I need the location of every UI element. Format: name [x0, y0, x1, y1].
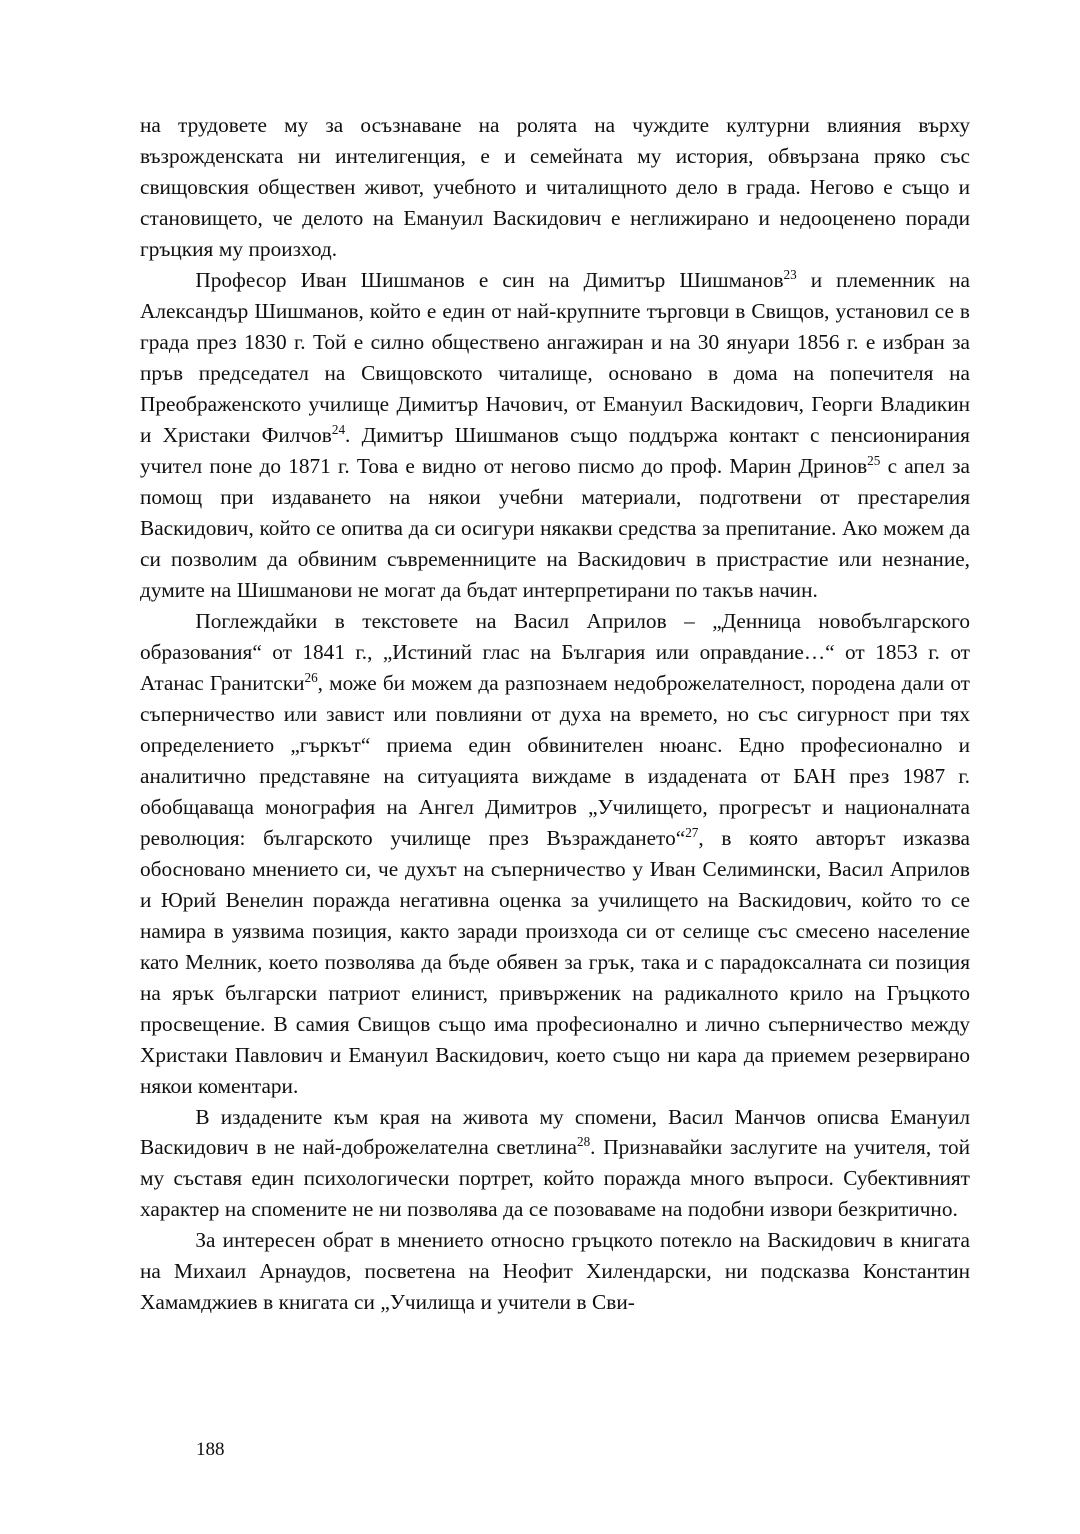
page-number: 188 [196, 1439, 225, 1460]
footnote-marker: 24 [331, 421, 346, 437]
paragraph: Поглеждайки в текстовете на Васил Априлов – „Денница новобългарского образования“ от 1841 г., „Истиний глас на България или оправдание…“ от 1853 г. от Атанас Гранитски$^{26}$, може би можем да разпознаем недоброжелателност, породена дали от съперничество или завист или повлияни от духа на времето, но със сигурност при тях определението „гъркът“ приема един обвинителен нюанс. Едно професионално и аналитично представяне на ситуацията виждаме в издадената от БАН през 1987 г. обобщаваща монография на Ангел Димитров „Училището, прогресът и националната революция: българското училище през Възраждането“$^{27}$, в която авторът изказва обосновано мнението си, че духът на съперничество у Иван Селимински, Васил Априлов и Юрий Венелин поражда негативна оценка за училището на Васкидович, който то се намира в уязвима позиция, както заради произхода си от селище със смесено население като Мелник, което позволява да бъде обявен за грък, така и с парадоксалната си позиция на ярък български патриот елинист, привърженик на радикалното крило на Гръцкото просвещение. В самия Свищов също има професионално и лично съперничество между Христаки Павлович и Емануил Васкидович, което също ни кара да приемем резервирано някои коментари. [140, 608, 970, 1098]
footnote-marker: 23 [783, 266, 797, 282]
footnote-marker: 26 [304, 669, 318, 685]
paragraph: В издадените към края на живота му спомени, Васил Манчов описва Емануил Васкидович в не най-доброжелателна светлина$^{28}$. Признавайки заслугите на учителя, той му съставя един психологически портрет, който поражда много въпроси. Субективният характер на спомените не ни позволява да се позоваваме на подобни извори безкритично. [140, 1104, 970, 1222]
footnote-marker: 28 [576, 1134, 591, 1150]
paragraph: на трудовете му за осъзнаване на ролята на чуждите културни влияния върху възрожденската ни интелигенция, е и семейната му история, обвързана пряко със свищовския обществен живот, учебното и читалищното дело в града. Негово е също и становището, че делото на Емануил Васкидович е неглижирано и недооценено поради гръцкия му произход. [140, 113, 970, 261]
paragraph: Професор Иван Шишманов е син на Димитър Шишманов$^{23}$ и племенник на Александър Шишманов, който е един от най-крупните търговци в Свищов, установил се в града през 1830 г. Той е силно обществено ангажиран и на 30 януари 1856 г. е избран за пръв председател на Свищовското читалище, основано в дома на попечителя на Преображенското училище Димитър Начович, от Емануил Васкидович, Георги Владикин и Христаки Филчов$^{24}$. Димитър Шишманов също поддържа контакт с пенсионирания учител поне до 1871 г. Това е видно от негово писмо до проф. Марин Дринов$^{25}$ с апел за помощ при издаването на някои учебни материали, подготвени от престарелия Васкидович, който се опитва да си осигури някакви средства за препитание. Ако можем да си позволим да обвиним съвременниците на Васкидович в пристрастие или незнание, думите на Шишманови не могат да бъдат интерпретирани по такъв начин. [140, 266, 970, 602]
footnote-marker: 27 [685, 824, 699, 840]
paragraph: За интересен обрат в мнението относно гръцкото потекло на Васкидович в книгата на Михаил Арнаудов, посветена на Неофит Хилендарски, ни подсказва Константин Хамамджиев в книгата си „Училища и учители в Сви- [140, 1228, 970, 1315]
page-body-text [140, 110, 970, 1318]
footnote-marker: 25 [867, 452, 881, 468]
